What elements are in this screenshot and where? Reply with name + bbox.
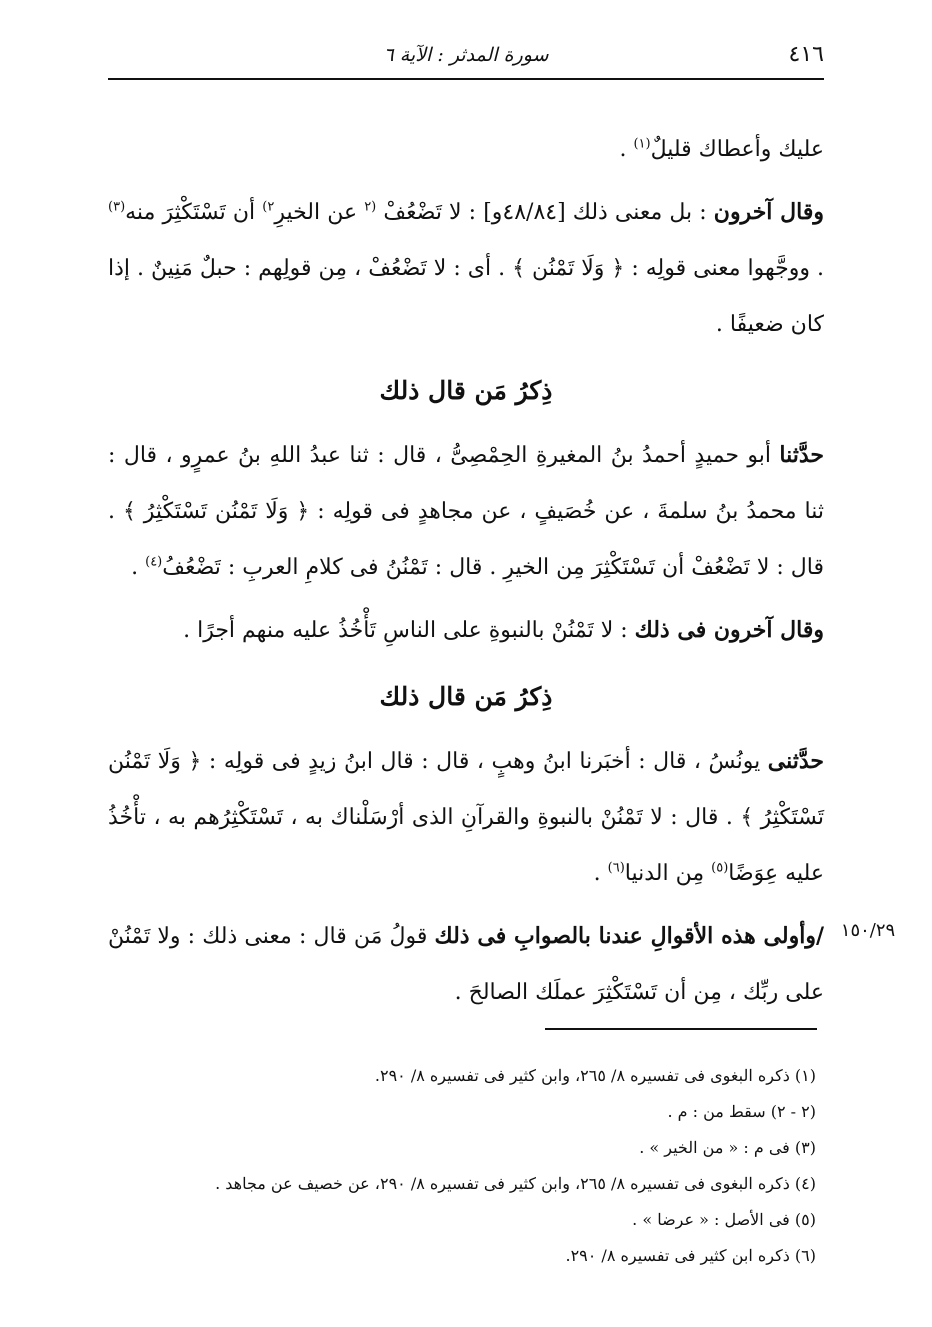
footnote-ref: ٢) [262,199,275,215]
footnote: (٥) فى الأصل : « عرضا » . [632,1210,816,1229]
footnote-ref: (٦) [607,860,625,876]
paragraph-lead: حدَّثنا [779,442,824,468]
footnote-ref: (٢ [364,199,377,215]
paragraph-text: أن تَسْتَكْثِرَ منه [125,200,263,225]
paragraph-lead: حدَّثنى [767,748,824,774]
page-header [108,38,824,80]
footnotes [120,1058,816,1274]
paragraph-lead: /وأولى هذه الأقوالِ عندنا بالصوابِ فى ذلك [434,923,824,949]
footnote: (٣) فى م : « من الخير » . [639,1138,816,1157]
paragraph [108,184,824,353]
section-heading: ذِكرُ مَن قال ذلك [379,682,553,711]
paragraph-text: . [593,861,608,886]
footnote-ref: (٣) [108,199,126,215]
footnote: (٦) ذكره ابن كثير فى تفسيره ٨/ ٢٩٠. [565,1246,816,1265]
footnote: (١) ذكره البغوى فى تفسيره ٨/ ٢٦٥، وابن كثير فى تفسيره ٨/ ٢٩٠. [374,1066,816,1085]
section-heading: ذِكرُ مَن قال ذلك [379,376,553,405]
page-number: ٤١٦ [788,42,824,67]
margin-reference: ١٥٠/٢٩ [840,920,896,941]
paragraph-text: . [619,137,634,162]
paragraph [108,908,824,1021]
paragraph-lead: وقال آخرون [713,199,825,225]
paragraph-text: : لا تَمْنُنْ بالنبوةِ على الناسِ تَأْخُذُ عليه منهم أجرًا . [183,618,635,643]
footnote-divider [545,1028,817,1030]
paragraph-text: . [131,555,146,580]
paragraph-text: عليك وأعطاك قليلٌ [650,137,824,162]
paragraph-text: . ووجَّهوا معنى قولِه : ﴿ وَلَا تَمْنُن ﴾ . أى : لا تَضْعُفْ ، مِن قولِهم : حبلٌ مَنِينٌ . إذا كان ضعيفًا . [108,256,824,337]
footnote-ref: (١) [633,136,651,152]
paragraph-text: أبو حميدٍ أحمدُ بنُ المغيرةِ الحِمْصِىُّ ، قال : ثنا عبدُ اللهِ بنُ عمرٍو ، قال : ثنا محمدُ بنُ سلمةَ ، عن خُصَيفٍ ، عن مجاهدٍ فى قولِه : ﴿ وَلَا تَمْنُن تَسْتَكْثِرُ ﴾ . قال : لا تَضْعُفْ أن تَسْتَكْثِرَ مِن الخيرِ . قال : تَمْنُنُ فى كلامِ العربِ : تَضْعُفُ [108,443,824,580]
footnote: (٢ - ٢) سقط من : م . [667,1102,816,1121]
paragraph-text: قولُ مَن قال : معنى ذلك : ولا تَمْنُنْ على ربِّك ، مِن أن تَسْتَكْثِرَ عملَك الصالحَ . [108,924,824,1005]
paragraph-text: عن الخيرِ [274,200,365,225]
paragraph-text: : بل معنى ذلك [٤٨/٨٤و] : لا تَضْعُفْ [376,200,714,225]
paragraph [108,122,824,178]
footnote-ref: (٤) [145,554,163,570]
paragraph-text: يونُسُ ، قال : أخبَرنا ابنُ وهبٍ ، قال : قال ابنُ زيدٍ فى قولِه : ﴿ وَلَا تَمْنُن تَسْتَكْثِرُ ﴾ . قال : لا تَمْنُنْ بالنبوةِ والقرآنِ الذى أرْسَلْناك به ، تَسْتَكْثِرُهم به ، تأْخُذُ عليه عِوَضًا [108,749,824,886]
paragraph-lead: وقال آخرون فى ذلك [634,617,824,643]
paragraph-text: مِن الدنيا [624,861,712,886]
footnote: (٤) ذكره البغوى فى تفسيره ٨/ ٢٦٥، وابن كثير فى تفسيره ٨/ ٢٩٠، عن خصيف عن مجاهد . [215,1174,816,1193]
paragraph [108,602,824,659]
paragraph [108,733,824,902]
paragraph [108,427,824,596]
footnote-ref: (٥) [711,860,729,876]
running-head: سورة المدثر : الآية ٦ [383,44,549,66]
main-text [108,122,824,1021]
